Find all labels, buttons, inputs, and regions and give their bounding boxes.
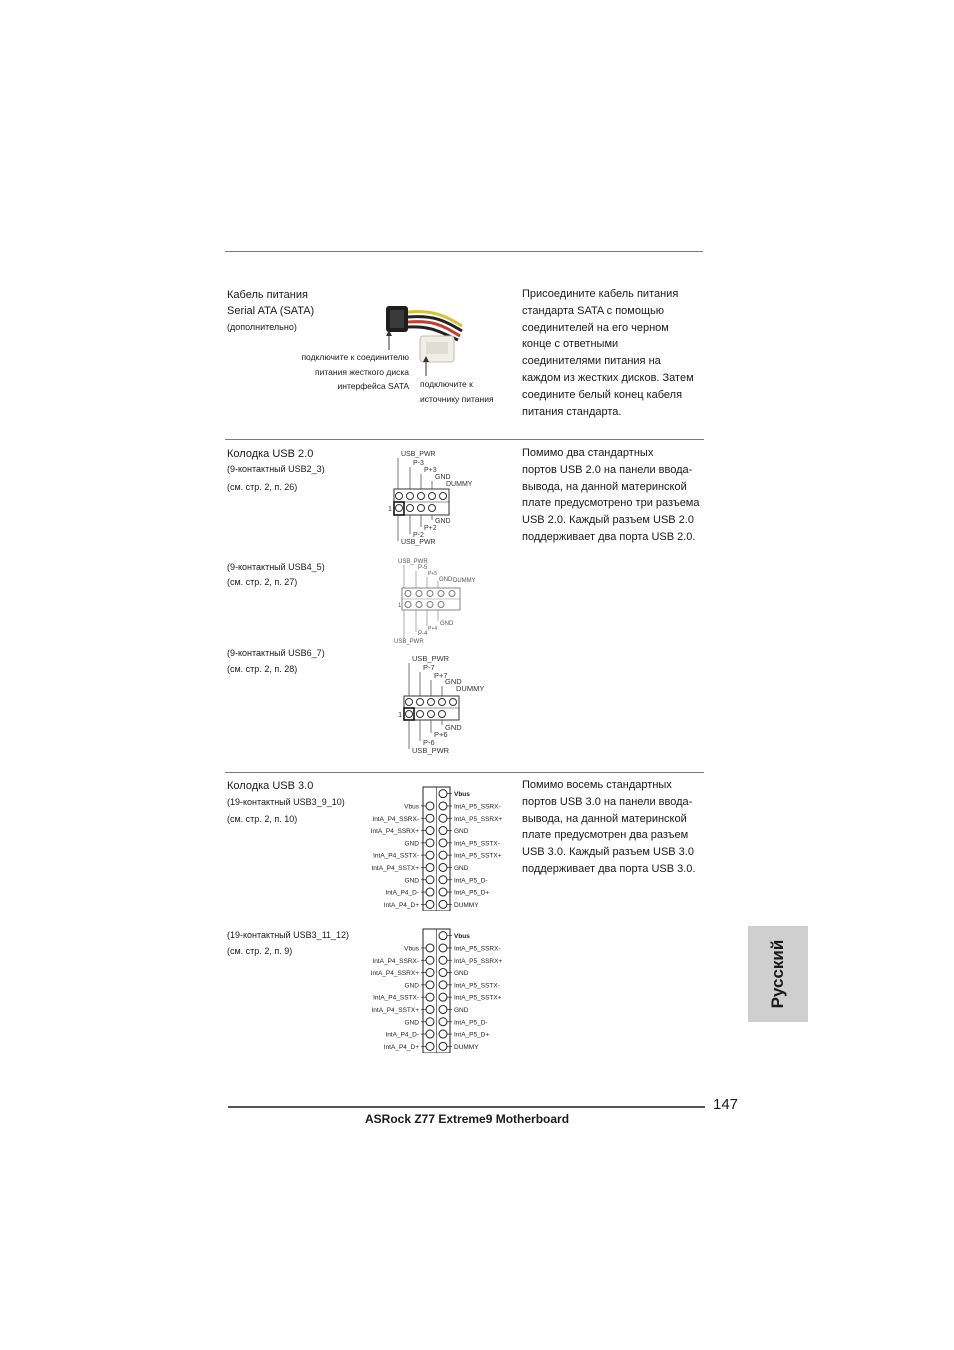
d2-p-5: P-5 (418, 565, 428, 571)
usb2-header1-ref: (см. стр. 2, п. 26) (227, 482, 298, 492)
usb3-title: Колодка USB 3.0 (227, 780, 314, 792)
usb3-pin-label-left: GND (404, 1019, 419, 1027)
usb3-pin-label-left: GND (404, 840, 419, 848)
d1-gnd-top: GND (435, 474, 451, 481)
language-tab-label: Русский (768, 939, 787, 1009)
sata-note: (дополнительно) (227, 322, 297, 332)
d1-p-3: P-3 (413, 460, 424, 467)
d2-gnd-bottom: GND (440, 621, 454, 627)
d1-usb-pwr-top: USB_PWR (401, 451, 436, 458)
usb2-diagram-1 (388, 448, 488, 548)
usb3-diagram-1 (355, 785, 525, 911)
d2-usb-pwr-top: USB_PWR (398, 559, 428, 565)
d2-dummy: DUMMY (453, 578, 476, 584)
usb3-pin-label-right: IntA_P5_SSTX- (454, 982, 500, 990)
usb3-pin-label-left: IntA_P4_D+ (383, 901, 419, 909)
sata-caption-right: подключите к источнику питания (420, 379, 494, 404)
d1-p+3: P+3 (424, 467, 437, 474)
d3-usb-pwr-top: USB_PWR (412, 654, 450, 663)
d1-p+2: P+2 (424, 525, 437, 532)
d3-p-7: P-7 (423, 663, 435, 672)
d2-p-4: P-4 (418, 631, 428, 637)
d3-p+6: P+6 (434, 730, 448, 739)
d1-dummy: DUMMY (446, 481, 473, 488)
usb3-pin-label-left: IntA_P4_D- (385, 889, 419, 897)
sata-caption-left: подключите к соединителю питания жесткого диска интерфейса SATA (301, 352, 409, 391)
usb3-pin-label-right: GND (454, 828, 469, 836)
usb2-description: Помимо два стандартных портов USB 2.0 на панели ввода- вывода, на данной материнской плате предусмотрено три разъема USB 2.0. Каждый разъем USB 2.0 поддерживает два порта USB 2.0. (522, 447, 700, 543)
d3-p-6: P-6 (423, 738, 435, 747)
usb3-pin-label-right: IntA_P5_D+ (454, 1031, 490, 1039)
footer-rule (228, 1106, 705, 1108)
usb3-pin-label-right: IntA_P5_SSRX- (454, 945, 501, 953)
usb3-pin-label-right: IntA_P5_D+ (454, 889, 490, 897)
usb3-pin-label-left: IntA_P4_SSRX+ (370, 828, 419, 836)
usb2-header3-ref: (см. стр. 2, п. 28) (227, 664, 298, 674)
sata-title2: Serial ATA (SATA) (227, 305, 315, 317)
usb3-pin-label-right: IntA_P5_SSRX- (454, 803, 501, 811)
usb3-pin-label-left: GND (404, 982, 419, 990)
usb2-header1-name: (9-контактный USB2_3) (227, 464, 325, 474)
d3-usb-pwr-bottom: USB_PWR (412, 746, 450, 755)
d3-gnd-bottom: GND (445, 723, 462, 732)
section-divider-usb3 (225, 772, 704, 773)
usb2-header2-name: (9-контактный USB4_5) (227, 562, 325, 572)
usb3-pin-label-right: DUMMY (454, 1043, 479, 1051)
usb3-pin-label-right: IntA_P5_D- (454, 877, 488, 885)
d3-p+7: P+7 (434, 671, 448, 680)
footer-title: ASRock Z77 Extreme9 Motherboard (365, 1112, 570, 1126)
usb3-pin-label-right: GND (454, 1006, 469, 1014)
usb2-header3-name: (9-контактный USB6_7) (227, 648, 325, 658)
usb2-header2-ref: (см. стр. 2, п. 27) (227, 577, 298, 587)
usb3-pin-label-left: IntA_P4_D- (385, 1031, 419, 1039)
usb3-pin-label-left: IntA_P4_SSTX- (373, 852, 419, 860)
d3-pin-one: 1 (398, 710, 403, 719)
usb3-pin-label-left: IntA_P4_SSRX- (372, 815, 419, 823)
d3-gnd-top: GND (445, 677, 462, 686)
d2-gnd-top: GND (439, 577, 453, 583)
usb3-pin-label-left: GND (404, 877, 419, 885)
d1-usb-pwr-bottom: USB_PWR (401, 539, 436, 546)
usb3-pin-label-right: IntA_P5_SSTX+ (454, 994, 502, 1002)
usb3-description: Помимо восемь стандартных портов USB 3.0 на панели ввода- вывода, на данной материнской плате предусмотрен два разъем USB 3.0. Каждый разъем USB 3.0 поддерживает два порта USB 3.0. (522, 779, 696, 875)
usb3-pin-label-left: Vbus (404, 803, 419, 811)
language-tab (748, 926, 808, 1022)
usb3-pin-label-left: IntA_P4_SSTX- (373, 994, 419, 1002)
usb3-pin-label-right: IntA_P5_D- (454, 1019, 488, 1027)
usb2-diagram-2 (392, 555, 482, 647)
usb2-title: Колодка USB 2.0 (227, 448, 314, 460)
d2-p+5: P+5 (428, 571, 438, 577)
top-rule (225, 251, 703, 252)
d1-p-2: P-2 (413, 532, 424, 539)
sata-description: Присоедините кабель питания стандарта SATA с помощью соединителей на его черном конце с ответными соединителями питания на каждом из жестких дисков. Затем соедините белый конец кабеля питания стандарта. (522, 288, 694, 418)
d3-dummy: DUMMY (456, 684, 485, 693)
usb3-pin-label-left: IntA_P4_SSTX+ (371, 864, 419, 872)
usb3-pin-label-right: IntA_P5_SSRX+ (454, 815, 503, 823)
usb3-header1-name: (19-контактный USB3_9_10) (227, 797, 345, 807)
usb3-pin-label-right: GND (454, 970, 469, 978)
usb3-pin-label-left: Vbus (404, 945, 419, 953)
usb3-pin-label-left: IntA_P4_SSTX+ (371, 1006, 419, 1014)
d2-p+4: P+4 (428, 626, 438, 632)
usb3-pin-label-left: IntA_P4_SSRX- (372, 957, 419, 965)
usb3-pin-label-right: Vbus (454, 791, 470, 799)
usb3-pin-label-right: GND (454, 864, 469, 872)
sata-title: Кабель питания (227, 289, 308, 301)
usb2-diagram-3 (396, 651, 496, 759)
d1-pin-one: 1 (388, 506, 392, 513)
usb3-pin-label-left: IntA_P4_D+ (383, 1043, 419, 1051)
usb3-diagram-2 (355, 927, 525, 1053)
usb3-pin-label-right: IntA_P5_SSTX- (454, 840, 500, 848)
usb3-header2-name: (19-контактный USB3_11_12) (227, 930, 350, 940)
sata-arrow-right (421, 356, 431, 376)
section-divider-usb2 (225, 439, 704, 440)
sata-arrow-left (384, 330, 394, 350)
d2-usb-pwr-bottom: USB_PWR (394, 639, 424, 645)
usb3-pin-label-right: DUMMY (454, 901, 479, 909)
usb3-pin-label-right: Vbus (454, 933, 470, 941)
usb3-header1-ref: (см. стр. 2, п. 10) (227, 814, 298, 824)
usb3-pin-label-right: IntA_P5_SSRX+ (454, 957, 503, 965)
usb3-pin-label-right: IntA_P5_SSTX+ (454, 852, 502, 860)
page-number: 147 (713, 1096, 739, 1113)
usb3-pin-label-left: IntA_P4_SSRX+ (370, 970, 419, 978)
usb3-header2-ref: (см. стр. 2, п. 9) (227, 946, 293, 956)
d2-pin-one: 1 (398, 603, 402, 609)
d1-gnd-bottom: GND (435, 518, 451, 525)
